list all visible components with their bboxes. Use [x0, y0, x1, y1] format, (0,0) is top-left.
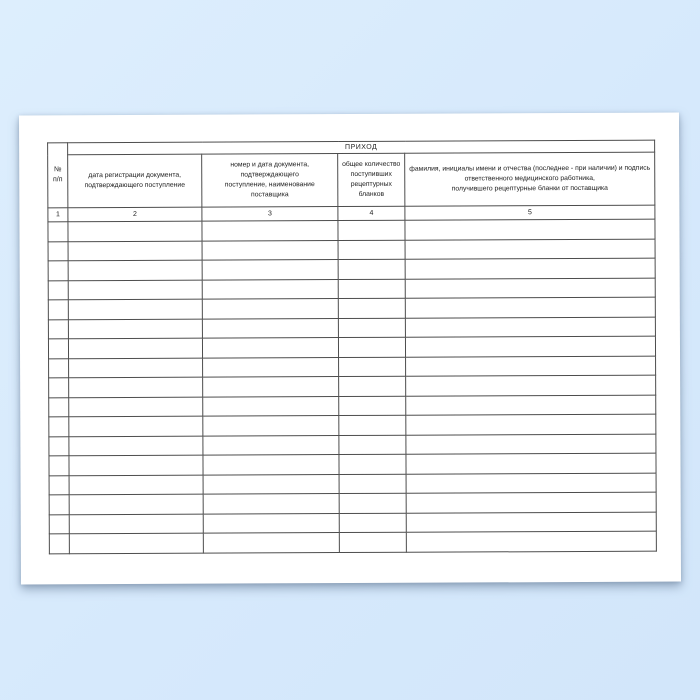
empty-cell	[49, 495, 69, 515]
empty-cell	[405, 258, 655, 279]
table-row	[49, 492, 656, 514]
empty-cell	[405, 278, 655, 299]
empty-cell	[406, 492, 656, 513]
table-row	[49, 356, 656, 378]
empty-cell	[48, 339, 68, 359]
section-title-prihod: ПРИХОД	[68, 140, 655, 155]
empty-cell	[203, 513, 339, 533]
empty-cell	[69, 533, 203, 553]
empty-cell	[339, 357, 406, 377]
table-row	[48, 317, 655, 339]
empty-cell	[49, 534, 69, 554]
empty-cell	[69, 494, 203, 514]
table-row	[49, 414, 656, 436]
empty-cell	[339, 435, 406, 455]
empty-cell	[406, 531, 656, 552]
table-row	[49, 512, 656, 534]
empty-cell	[69, 397, 203, 417]
table-row	[48, 258, 655, 280]
empty-cell	[48, 222, 68, 242]
empty-cell	[203, 396, 339, 416]
table-row	[49, 453, 656, 475]
table-row	[48, 219, 655, 241]
empty-cell	[203, 455, 339, 475]
empty-cell	[203, 533, 339, 553]
empty-cell	[48, 261, 68, 281]
table-row	[48, 336, 655, 358]
empty-cell	[69, 455, 203, 475]
empty-cell	[68, 299, 202, 319]
empty-cell	[49, 417, 69, 437]
empty-cell	[68, 319, 202, 339]
empty-cell	[405, 239, 655, 260]
empty-cell	[202, 338, 338, 358]
empty-cell	[338, 259, 405, 279]
empty-cell	[69, 377, 203, 397]
empty-cell	[49, 397, 69, 417]
table-row	[49, 375, 656, 397]
empty-cell	[68, 338, 202, 358]
empty-cell	[69, 358, 203, 378]
column-number-5: 5	[405, 205, 655, 220]
empty-cell	[338, 220, 405, 240]
empty-cell	[339, 474, 406, 494]
table-row	[49, 531, 656, 553]
empty-cell	[68, 241, 202, 261]
empty-cell	[405, 336, 655, 357]
table-row	[48, 278, 655, 300]
empty-cell	[203, 494, 339, 514]
empty-cell	[203, 474, 339, 494]
empty-cell	[339, 415, 406, 435]
column-header-row	[48, 152, 655, 208]
table-row	[49, 434, 656, 456]
empty-cell	[49, 514, 69, 534]
empty-cell	[68, 280, 202, 300]
empty-cell	[48, 280, 68, 300]
empty-cell	[405, 317, 655, 338]
empty-cell	[48, 300, 68, 320]
empty-cell	[339, 493, 406, 513]
empty-cell	[339, 454, 406, 474]
empty-cell	[49, 358, 69, 378]
empty-cell	[68, 221, 202, 241]
empty-cell	[406, 453, 656, 474]
empty-cell	[338, 298, 405, 318]
empty-cell	[406, 395, 656, 416]
empty-cell	[69, 475, 203, 495]
column-number-1: 1	[48, 208, 68, 222]
empty-cell	[49, 456, 69, 476]
table-row	[49, 395, 656, 417]
column-header-registration-date: дата регистрации документа, подтверждающего поступление	[68, 154, 202, 208]
empty-cell	[338, 279, 405, 299]
empty-cell	[339, 396, 406, 416]
empty-cell	[339, 513, 406, 533]
empty-cell	[338, 318, 405, 338]
document-paper	[19, 113, 681, 585]
column-header-recipient-name-signature: фамилия, инициалы имени и отчества (последнее - при наличии) и подпись ответственного медицинского работника, получившего рецептурные бланки от поставщика	[405, 152, 655, 206]
empty-cell	[202, 279, 338, 299]
empty-cell	[69, 416, 203, 436]
column-number-4: 4	[338, 206, 405, 220]
empty-cell	[69, 436, 203, 456]
empty-cell	[338, 240, 405, 260]
empty-cell	[202, 318, 338, 338]
empty-cell	[68, 260, 202, 280]
empty-cell	[49, 475, 69, 495]
receipt-journal-table	[47, 140, 657, 555]
table-row	[48, 297, 655, 319]
empty-cell	[202, 240, 338, 260]
empty-cell	[405, 297, 655, 318]
empty-cell	[406, 512, 656, 533]
empty-cell	[49, 378, 69, 398]
table-row	[48, 239, 655, 261]
empty-cell	[406, 356, 656, 377]
empty-cell	[202, 260, 338, 280]
empty-cell	[203, 357, 339, 377]
empty-cell	[49, 436, 69, 456]
column-number-3: 3	[202, 207, 338, 222]
empty-cell	[202, 299, 338, 319]
empty-cell	[203, 435, 339, 455]
empty-cell	[406, 375, 656, 396]
empty-cell	[406, 434, 656, 455]
empty-cell	[48, 319, 68, 339]
column-number-2: 2	[68, 207, 202, 222]
empty-cell	[338, 337, 405, 357]
empty-cell	[406, 473, 656, 494]
empty-cell	[339, 376, 406, 396]
column-header-blank-quantity: общее количество поступивших рецептурных бланков	[338, 153, 405, 206]
empty-cell	[69, 514, 203, 534]
row-number-column-header: № п/п	[48, 143, 68, 208]
empty-cell	[48, 241, 68, 261]
empty-cell	[406, 414, 656, 435]
empty-cell	[203, 377, 339, 397]
table-row	[49, 473, 656, 495]
empty-cell	[405, 219, 655, 240]
empty-cell	[202, 221, 338, 241]
empty-cell	[339, 533, 406, 553]
empty-cell	[203, 416, 339, 436]
column-header-document-number-supplier: номер и дата документа, подтверждающего поступление, наименование поставщика	[202, 154, 338, 208]
